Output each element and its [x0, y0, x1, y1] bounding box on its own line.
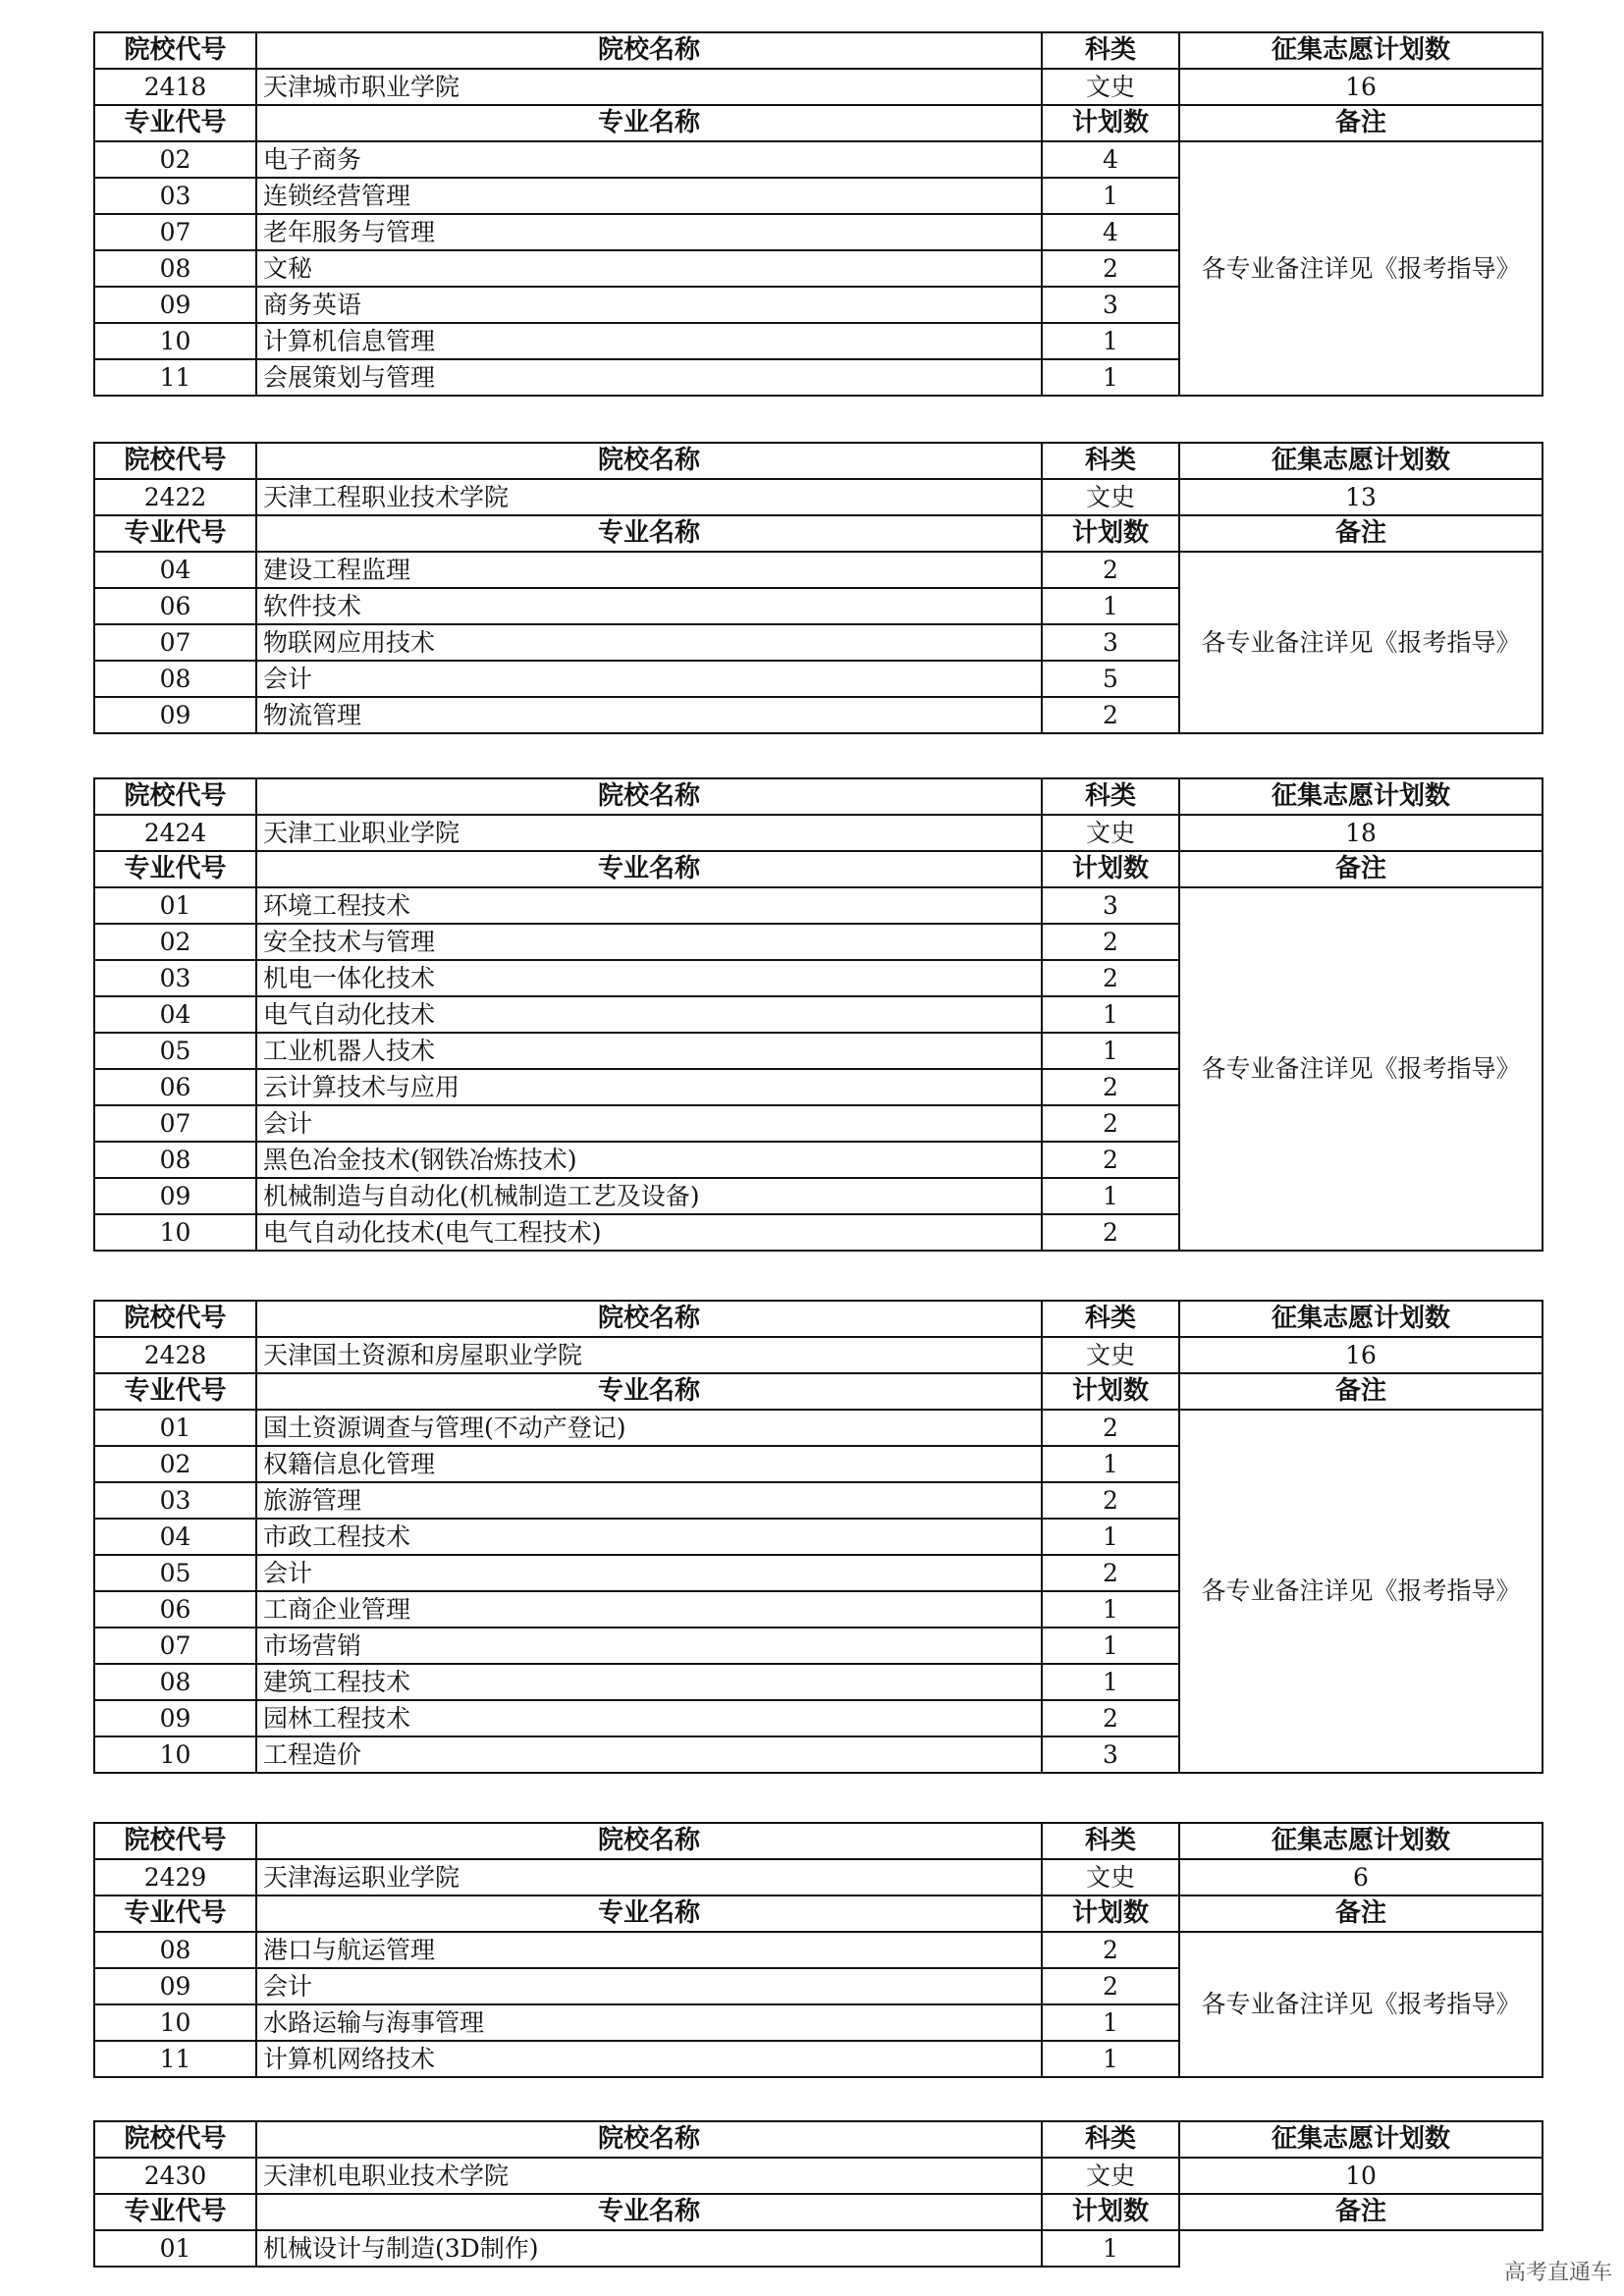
school-plan-total: 10 [1179, 2158, 1543, 2194]
major-code: 07 [94, 624, 256, 661]
major-plan-count: 3 [1042, 624, 1179, 661]
school-info-row [94, 1337, 1543, 1373]
major-name: 水路运输与海事管理 [256, 2004, 1042, 2041]
remark-note: 各专业备注详见《报考指导》 [1179, 1410, 1543, 1773]
school-category: 文史 [1042, 815, 1179, 851]
major-name: 文秘 [256, 250, 1042, 287]
school-info-row [94, 1859, 1543, 1896]
major-code: 10 [94, 323, 256, 359]
major-code: 03 [94, 1482, 256, 1519]
header-major-name: 专业名称 [256, 851, 1042, 887]
header-plan-total: 征集志愿计划数 [1179, 1823, 1543, 1859]
major-name: 商务英语 [256, 287, 1042, 323]
major-plan-count: 1 [1042, 1591, 1179, 1628]
major-code: 07 [94, 1628, 256, 1664]
major-code: 09 [94, 1700, 256, 1736]
major-name: 建筑工程技术 [256, 1664, 1042, 1700]
major-name: 老年服务与管理 [256, 214, 1042, 250]
school-block [93, 31, 1543, 397]
school-code: 2424 [94, 815, 256, 851]
school-name: 天津工程职业技术学院 [256, 479, 1042, 515]
school-code: 2430 [94, 2158, 256, 2194]
header-category: 科类 [1042, 32, 1179, 69]
major-code: 02 [94, 1446, 256, 1482]
table-row [94, 141, 1543, 178]
major-plan-count: 1 [1042, 2004, 1179, 2041]
major-name: 电子商务 [256, 141, 1042, 178]
major-plan-count: 3 [1042, 887, 1179, 924]
major-name: 环境工程技术 [256, 887, 1042, 924]
major-code: 02 [94, 141, 256, 178]
major-plan-count: 4 [1042, 214, 1179, 250]
header-school-code: 院校代号 [94, 443, 256, 479]
header-category: 科类 [1042, 1301, 1179, 1337]
major-name: 会计 [256, 661, 1042, 697]
school-category: 文史 [1042, 1859, 1179, 1896]
major-code: 11 [94, 2041, 256, 2077]
school-category: 文史 [1042, 479, 1179, 515]
major-name: 机械设计与制造(3D制作) [256, 2230, 1042, 2267]
major-name: 市政工程技术 [256, 1519, 1042, 1555]
major-name: 机械制造与自动化(机械制造工艺及设备) [256, 1178, 1042, 1214]
major-plan-count: 1 [1042, 1628, 1179, 1664]
school-info-row [94, 2158, 1543, 2194]
major-code: 06 [94, 588, 256, 624]
major-plan-count: 2 [1042, 1142, 1179, 1178]
major-plan-count: 1 [1042, 1446, 1179, 1482]
header-major-name: 专业名称 [256, 2194, 1042, 2230]
major-code: 01 [94, 2230, 256, 2267]
major-name: 市场营销 [256, 1628, 1042, 1664]
school-code: 2428 [94, 1337, 256, 1373]
school-header-row [94, 1301, 1543, 1337]
major-code: 01 [94, 1410, 256, 1446]
major-plan-count: 2 [1042, 1069, 1179, 1105]
major-code: 11 [94, 359, 256, 396]
major-code: 01 [94, 887, 256, 924]
header-category: 科类 [1042, 1823, 1179, 1859]
major-name: 港口与航运管理 [256, 1932, 1042, 1968]
major-plan-count: 1 [1042, 359, 1179, 396]
header-plan-count: 计划数 [1042, 1373, 1179, 1410]
major-code: 10 [94, 2004, 256, 2041]
school-header-row [94, 443, 1543, 479]
major-code: 04 [94, 996, 256, 1033]
header-school-code: 院校代号 [94, 1823, 256, 1859]
major-plan-count: 1 [1042, 1178, 1179, 1214]
major-code: 10 [94, 1214, 256, 1251]
header-major-code: 专业代号 [94, 2194, 256, 2230]
major-name: 连锁经营管理 [256, 178, 1042, 214]
header-major-name: 专业名称 [256, 1373, 1042, 1410]
major-plan-count: 5 [1042, 661, 1179, 697]
major-header-row [94, 2194, 1543, 2230]
header-school-name: 院校名称 [256, 32, 1042, 69]
school-plan-total: 18 [1179, 815, 1543, 851]
school-name: 天津海运职业学院 [256, 1859, 1042, 1896]
major-header-row [94, 515, 1543, 552]
major-name: 云计算技术与应用 [256, 1069, 1042, 1105]
major-header-row [94, 851, 1543, 887]
major-code: 10 [94, 1736, 256, 1773]
header-school-code: 院校代号 [94, 32, 256, 69]
header-major-name: 专业名称 [256, 515, 1042, 552]
major-plan-count: 2 [1042, 1482, 1179, 1519]
table-row [94, 2230, 1543, 2267]
school-category: 文史 [1042, 1337, 1179, 1373]
major-name: 会计 [256, 1968, 1042, 2004]
major-plan-count: 2 [1042, 924, 1179, 960]
header-major-code: 专业代号 [94, 1896, 256, 1932]
major-code: 07 [94, 1105, 256, 1142]
major-plan-count: 4 [1042, 141, 1179, 178]
school-name: 天津工业职业学院 [256, 815, 1042, 851]
major-plan-count: 1 [1042, 1519, 1179, 1555]
major-name: 建设工程监理 [256, 552, 1042, 588]
header-school-code: 院校代号 [94, 1301, 256, 1337]
major-plan-count: 1 [1042, 323, 1179, 359]
major-name: 工业机器人技术 [256, 1033, 1042, 1069]
header-remark: 备注 [1179, 2194, 1543, 2230]
header-school-code: 院校代号 [94, 778, 256, 815]
header-plan-total: 征集志愿计划数 [1179, 1301, 1543, 1337]
major-code: 03 [94, 960, 256, 996]
major-plan-count: 2 [1042, 960, 1179, 996]
school-code: 2418 [94, 69, 256, 105]
school-header-row [94, 778, 1543, 815]
major-code: 07 [94, 214, 256, 250]
header-major-code: 专业代号 [94, 515, 256, 552]
major-code: 04 [94, 1519, 256, 1555]
header-plan-count: 计划数 [1042, 851, 1179, 887]
major-name: 电气自动化技术(电气工程技术) [256, 1214, 1042, 1251]
school-code: 2422 [94, 479, 256, 515]
school-info-row [94, 69, 1543, 105]
major-code: 06 [94, 1591, 256, 1628]
major-code: 09 [94, 1968, 256, 2004]
major-name: 黑色冶金技术(钢铁冶炼技术) [256, 1142, 1042, 1178]
major-name: 物联网应用技术 [256, 624, 1042, 661]
table-row [94, 887, 1543, 924]
major-plan-count: 1 [1042, 2041, 1179, 2077]
major-header-row [94, 1373, 1543, 1410]
school-name: 天津城市职业学院 [256, 69, 1042, 105]
remark-note: 各专业备注详见《报考指导》 [1179, 1932, 1543, 2077]
header-major-code: 专业代号 [94, 1373, 256, 1410]
school-plan-total: 6 [1179, 1859, 1543, 1896]
header-remark: 备注 [1179, 851, 1543, 887]
major-code: 08 [94, 1142, 256, 1178]
remark-note: 各专业备注详见《报考指导》 [1179, 552, 1543, 733]
header-school-name: 院校名称 [256, 2121, 1042, 2158]
school-block [93, 777, 1543, 1252]
header-plan-count: 计划数 [1042, 105, 1179, 141]
header-remark: 备注 [1179, 105, 1543, 141]
school-category: 文史 [1042, 2158, 1179, 2194]
major-name: 旅游管理 [256, 1482, 1042, 1519]
major-plan-count: 1 [1042, 178, 1179, 214]
major-name: 物流管理 [256, 697, 1042, 733]
major-plan-count: 2 [1042, 1410, 1179, 1446]
major-name: 计算机网络技术 [256, 2041, 1042, 2077]
header-major-code: 专业代号 [94, 851, 256, 887]
remark-empty [1179, 2230, 1543, 2267]
remark-note: 各专业备注详见《报考指导》 [1179, 887, 1543, 1251]
school-header-row [94, 1823, 1543, 1859]
major-plan-count: 1 [1042, 1664, 1179, 1700]
major-code: 05 [94, 1033, 256, 1069]
school-category: 文史 [1042, 69, 1179, 105]
school-block [93, 1300, 1543, 1774]
major-code: 06 [94, 1069, 256, 1105]
major-plan-count: 2 [1042, 1968, 1179, 2004]
major-code: 09 [94, 697, 256, 733]
major-code: 04 [94, 552, 256, 588]
major-plan-count: 3 [1042, 1736, 1179, 1773]
major-plan-count: 3 [1042, 287, 1179, 323]
major-plan-count: 2 [1042, 552, 1179, 588]
major-name: 会计 [256, 1555, 1042, 1591]
major-code: 08 [94, 1932, 256, 1968]
school-plan-total: 13 [1179, 479, 1543, 515]
table-row [94, 552, 1543, 588]
school-plan-total: 16 [1179, 1337, 1543, 1373]
school-header-row [94, 32, 1543, 69]
major-name: 机电一体化技术 [256, 960, 1042, 996]
major-header-row [94, 1896, 1543, 1932]
major-name: 会计 [256, 1105, 1042, 1142]
major-code: 09 [94, 287, 256, 323]
major-code: 08 [94, 661, 256, 697]
header-major-name: 专业名称 [256, 105, 1042, 141]
major-plan-count: 2 [1042, 1700, 1179, 1736]
header-remark: 备注 [1179, 515, 1543, 552]
major-name: 安全技术与管理 [256, 924, 1042, 960]
major-plan-count: 1 [1042, 2230, 1179, 2267]
school-header-row [94, 2121, 1543, 2158]
header-school-name: 院校名称 [256, 1301, 1042, 1337]
header-plan-count: 计划数 [1042, 2194, 1179, 2230]
major-plan-count: 2 [1042, 1214, 1179, 1251]
major-plan-count: 2 [1042, 1555, 1179, 1591]
major-plan-count: 1 [1042, 1033, 1179, 1069]
school-name: 天津国土资源和房屋职业学院 [256, 1337, 1042, 1373]
school-code: 2429 [94, 1859, 256, 1896]
header-category: 科类 [1042, 778, 1179, 815]
header-category: 科类 [1042, 443, 1179, 479]
header-plan-count: 计划数 [1042, 1896, 1179, 1932]
school-block [93, 442, 1543, 734]
header-plan-count: 计划数 [1042, 515, 1179, 552]
major-plan-count: 1 [1042, 996, 1179, 1033]
header-plan-total: 征集志愿计划数 [1179, 2121, 1543, 2158]
table-row [94, 1932, 1543, 1968]
header-major-name: 专业名称 [256, 1896, 1042, 1932]
major-name: 工程造价 [256, 1736, 1042, 1773]
school-block [93, 1822, 1543, 2078]
major-code: 08 [94, 250, 256, 287]
header-plan-total: 征集志愿计划数 [1179, 443, 1543, 479]
major-name: 电气自动化技术 [256, 996, 1042, 1033]
header-remark: 备注 [1179, 1896, 1543, 1932]
major-plan-count: 1 [1042, 588, 1179, 624]
major-name: 软件技术 [256, 588, 1042, 624]
major-code: 05 [94, 1555, 256, 1591]
school-info-row [94, 815, 1543, 851]
remark-note: 各专业备注详见《报考指导》 [1179, 141, 1543, 396]
major-name: 计算机信息管理 [256, 323, 1042, 359]
table-row [94, 1410, 1543, 1446]
major-plan-count: 2 [1042, 697, 1179, 733]
major-name: 工商企业管理 [256, 1591, 1042, 1628]
header-plan-total: 征集志愿计划数 [1179, 778, 1543, 815]
major-name: 园林工程技术 [256, 1700, 1042, 1736]
major-code: 08 [94, 1664, 256, 1700]
school-plan-total: 16 [1179, 69, 1543, 105]
header-category: 科类 [1042, 2121, 1179, 2158]
header-school-code: 院校代号 [94, 2121, 256, 2158]
major-code: 03 [94, 178, 256, 214]
major-name: 会展策划与管理 [256, 359, 1042, 396]
header-remark: 备注 [1179, 1373, 1543, 1410]
major-plan-count: 2 [1042, 250, 1179, 287]
school-info-row [94, 479, 1543, 515]
major-header-row [94, 105, 1543, 141]
school-block [93, 2120, 1543, 2268]
major-code: 09 [94, 1178, 256, 1214]
school-name: 天津机电职业技术学院 [256, 2158, 1042, 2194]
header-major-code: 专业代号 [94, 105, 256, 141]
header-plan-total: 征集志愿计划数 [1179, 32, 1543, 69]
major-plan-count: 2 [1042, 1932, 1179, 1968]
header-school-name: 院校名称 [256, 1823, 1042, 1859]
header-school-name: 院校名称 [256, 443, 1042, 479]
major-plan-count: 2 [1042, 1105, 1179, 1142]
major-name: 国土资源调查与管理(不动产登记) [256, 1410, 1042, 1446]
major-code: 02 [94, 924, 256, 960]
header-school-name: 院校名称 [256, 778, 1042, 815]
watermark: 高考直通车 [1503, 2261, 1612, 2285]
major-name: 权籍信息化管理 [256, 1446, 1042, 1482]
